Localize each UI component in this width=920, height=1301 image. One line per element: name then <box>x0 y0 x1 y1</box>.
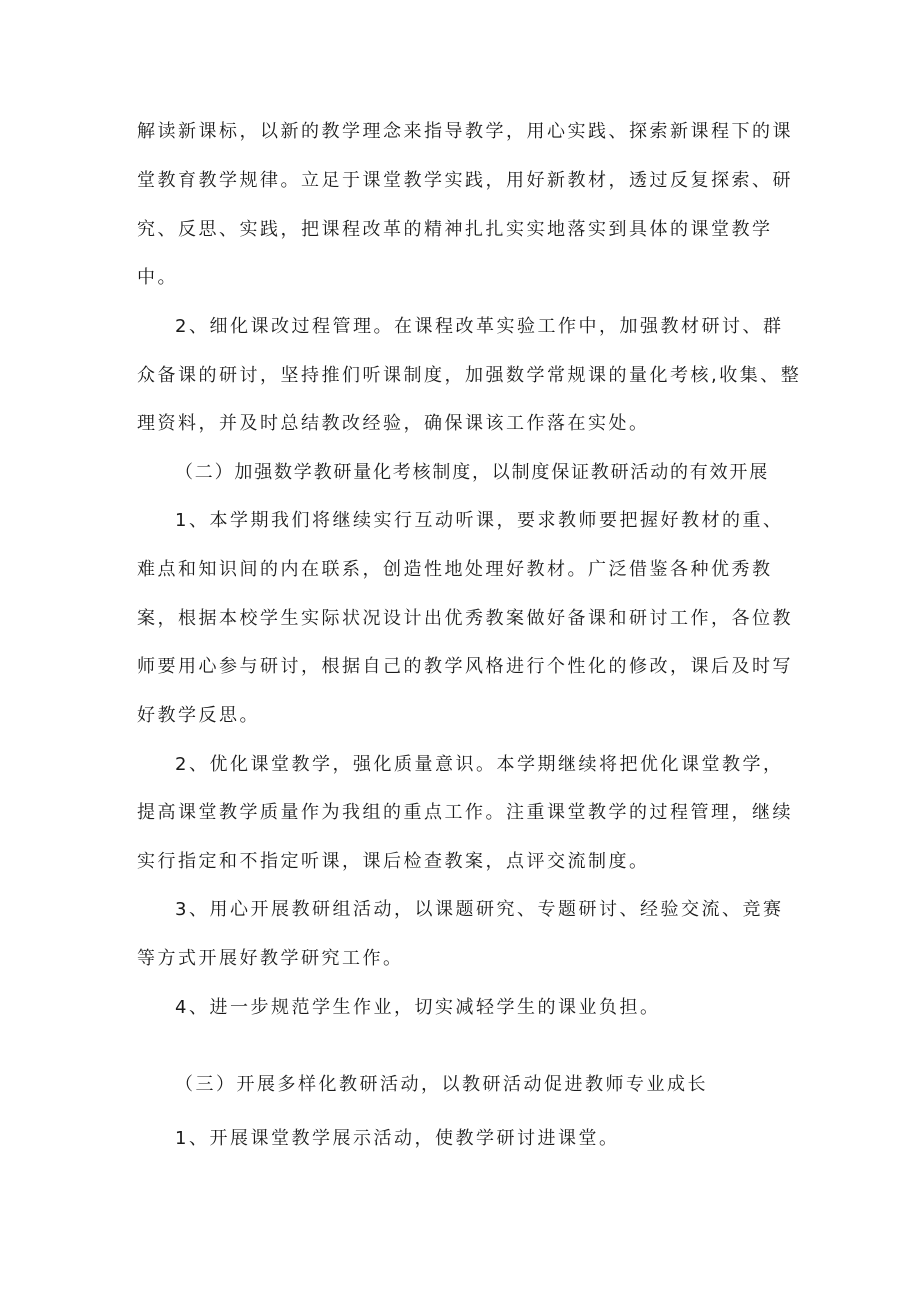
paragraph-line: 3、用心开展教研组活动，以课题研究、专题研讨、经验交流、竞赛 <box>175 899 784 920</box>
section-heading: （三）开展多样化教研活动，以教研活动促进教师专业成长 <box>175 1074 708 1095</box>
paragraph-line: 究、反思、实践，把课程改革的精神扎扎实实地落实到具体的课堂教学 <box>137 219 773 240</box>
paragraph-line: 难点和知识间的内在联系，创造性地处理好教材。广泛借鉴各种优秀教 <box>137 559 773 580</box>
paragraph-line: 中。 <box>137 267 178 288</box>
paragraph-line: 等方式开展好教学研究工作。 <box>137 948 404 969</box>
paragraph-line: 4、进一步规范学生作业，切实减轻学生的课业负担。 <box>175 997 661 1018</box>
paragraph-line: 2、细化课改过程管理。在课程改革实验工作中，加强教材研讨、群 <box>175 316 784 337</box>
paragraph-line: 案，根据本校学生实际状况设计出优秀教案做好备课和研讨工作，各位教 <box>137 608 793 629</box>
paragraph-line: 好教学反思。 <box>137 705 260 726</box>
paragraph-line: 堂教育教学规律。立足于课堂教学实践，用好新教材，透过反复探索、研 <box>137 170 793 191</box>
paragraph-line: 2、优化课堂教学，强化质量意识。本学期继续将把优化课堂教学， <box>175 754 784 775</box>
paragraph-line: 实行指定和不指定听课，课后检查教案，点评交流制度。 <box>137 851 650 872</box>
paragraph-line: 解读新课标，以新的教学理念来指导教学，用心实践、探索新课程下的课 <box>137 121 793 142</box>
paragraph-line: 师要用心参与研讨，根据自己的教学风格进行个性化的修改，课后及时写 <box>137 656 793 677</box>
paragraph-line: 理资料，并及时总结教改经验，确保课该工作落在实处。 <box>137 413 650 434</box>
paragraph-line: 提高课堂教学质量作为我组的重点工作。注重课堂教学的过程管理，继续 <box>137 802 793 823</box>
paragraph-line: 1、本学期我们将继续实行互动听课，要求教师要把握好教材的重、 <box>175 510 784 531</box>
section-heading: （二）加强数学教研量化考核制度，以制度保证教研活动的有效开展 <box>175 462 769 483</box>
paragraph-line: 1、开展课堂教学展示活动，使教学研讨进课堂。 <box>175 1128 620 1149</box>
paragraph-line: 众备课的研讨，坚持推们听课制度，加强数学常规课的量化考核,收集、整 <box>137 365 802 386</box>
